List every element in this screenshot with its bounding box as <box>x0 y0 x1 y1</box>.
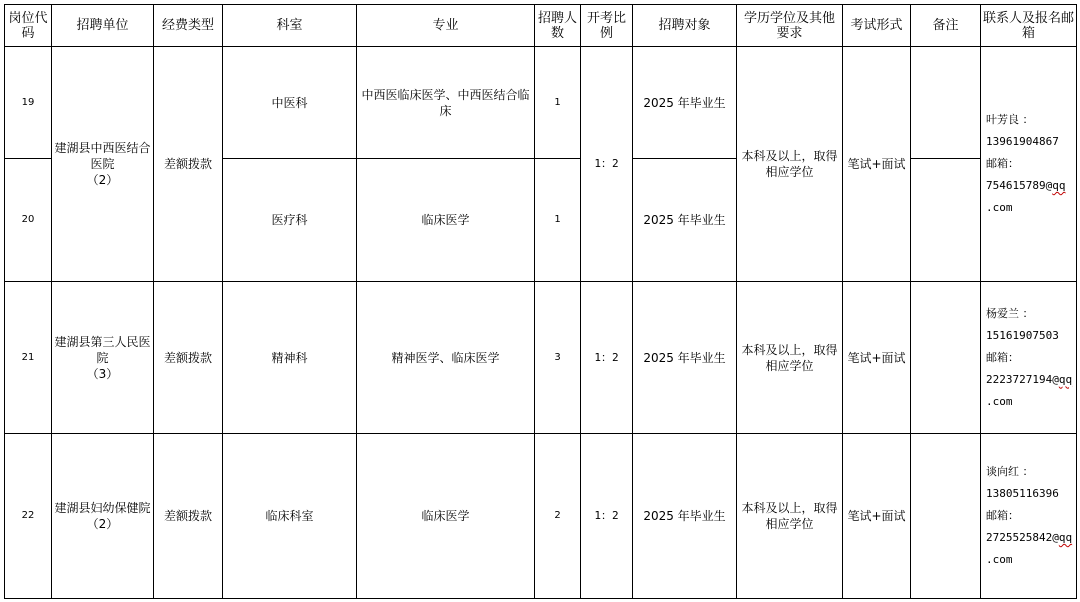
contact-cell <box>981 47 1077 282</box>
header-count: 招聘人数 <box>535 5 581 47</box>
header-exam: 考试形式 <box>843 5 911 47</box>
major: 临床医学 <box>357 434 535 599</box>
hire-target: 2025 年毕业生 <box>633 434 737 599</box>
exam-form: 笔试+面试 <box>843 434 911 599</box>
contact-cell <box>981 282 1077 434</box>
funding-type: 差额拨款 <box>154 282 223 434</box>
department: 精神科 <box>223 282 357 434</box>
contact-email-tld: .com <box>986 553 1013 566</box>
header-row <box>5 5 1077 47</box>
department: 临床科室 <box>223 434 357 599</box>
contact-email-domain: qq <box>1052 179 1066 192</box>
header-dept: 科室 <box>223 5 357 47</box>
contact-email-user: 754615789@ <box>986 179 1053 192</box>
unit-name: 建湖县第三人民医院 <box>54 334 151 365</box>
table-row <box>5 47 1077 159</box>
unit-name: 建湖县妇幼保健院 <box>54 501 151 515</box>
unit-count: （2） <box>86 517 119 531</box>
unit-count: （2） <box>86 173 119 187</box>
exam-ratio: 1：2 <box>581 47 633 282</box>
header-funding: 经费类型 <box>154 5 223 47</box>
education-requirement: 本科及以上，取得相应学位 <box>737 282 843 434</box>
unit-count: （3） <box>86 366 119 381</box>
exam-form: 笔试+面试 <box>843 282 911 434</box>
exam-ratio: 1：2 <box>581 282 633 434</box>
hire-count: 3 <box>535 282 581 434</box>
note-cell <box>911 159 981 282</box>
contact-email-domain: qq <box>1058 531 1073 544</box>
header-ratio: 开考比例 <box>581 5 633 47</box>
header-contact: 联系人及报名邮箱 <box>981 5 1077 47</box>
contact-phone: 13961904867 <box>986 135 1059 148</box>
funding-type: 差额拨款 <box>154 434 223 599</box>
contact-email-user: 2223727194@ <box>986 372 1059 386</box>
hire-count: 2 <box>535 434 581 599</box>
contact-email[interactable] <box>986 527 1074 549</box>
major: 临床医学 <box>357 159 535 282</box>
department: 医疗科 <box>223 159 357 282</box>
contact-email-label: 邮箱： <box>986 157 1019 170</box>
major: 中西医临床医学、中西医结合临床 <box>357 47 535 159</box>
education-requirement: 本科及以上，取得相应学位 <box>737 47 843 282</box>
post-code: 21 <box>5 282 52 434</box>
unit-cell <box>52 434 154 599</box>
note-cell <box>911 434 981 599</box>
note-cell <box>911 47 981 159</box>
department: 中医科 <box>223 47 357 159</box>
contact-cell <box>981 434 1077 599</box>
post-code: 19 <box>5 47 52 159</box>
contact-email-label: 邮箱： <box>986 350 1019 364</box>
funding-type: 差额拨款 <box>154 47 223 282</box>
header-code: 岗位代码 <box>5 5 52 47</box>
hire-target: 2025 年毕业生 <box>633 282 737 434</box>
post-code: 20 <box>5 159 52 282</box>
header-note: 备注 <box>911 5 981 47</box>
contact-name: 叶芳良 ： <box>986 113 1034 126</box>
unit-cell <box>52 47 154 282</box>
unit-cell <box>52 282 154 434</box>
contact-email[interactable] <box>986 369 1074 391</box>
contact-email-label: 邮箱： <box>986 509 1019 522</box>
post-code: 22 <box>5 434 52 599</box>
contact-email-user: 2725525842@ <box>986 531 1059 544</box>
exam-form: 笔试+面试 <box>843 47 911 282</box>
hire-count: 1 <box>535 47 581 159</box>
unit-name: 建湖县中西医结合医院 <box>54 141 151 171</box>
contact-email-tld: .com <box>986 201 1013 214</box>
header-education: 学历学位及其他要求 <box>737 5 843 47</box>
contact-phone: 15161907503 <box>986 328 1059 342</box>
recruitment-table-page <box>4 4 1076 598</box>
header-major: 专业 <box>357 5 535 47</box>
contact-email-tld: .com <box>986 394 1013 408</box>
header-unit: 招聘单位 <box>52 5 154 47</box>
recruitment-table <box>4 4 1077 599</box>
note-cell <box>911 282 981 434</box>
major: 精神医学、临床医学 <box>357 282 535 434</box>
education-requirement: 本科及以上，取得相应学位 <box>737 434 843 599</box>
header-target: 招聘对象 <box>633 5 737 47</box>
contact-name: 谈向红 ： <box>986 465 1034 478</box>
hire-count: 1 <box>535 159 581 282</box>
hire-target: 2025 年毕业生 <box>633 47 737 159</box>
hire-target: 2025 年毕业生 <box>633 159 737 282</box>
exam-ratio: 1：2 <box>581 434 633 599</box>
contact-phone: 13805116396 <box>986 487 1059 500</box>
contact-email[interactable] <box>986 175 1074 197</box>
table-row <box>5 282 1077 434</box>
contact-name: 杨爱兰 ： <box>986 306 1034 320</box>
contact-email-domain: qq <box>1058 372 1073 386</box>
table-row <box>5 434 1077 599</box>
